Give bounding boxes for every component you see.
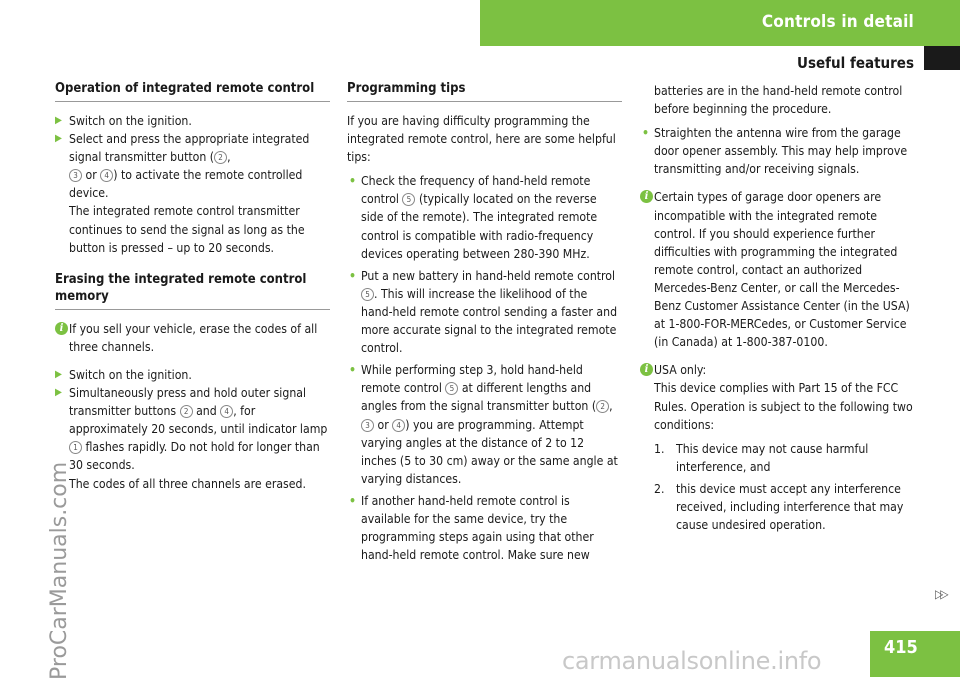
column-3: [640, 82, 916, 538]
callout-number-icon: 3: [361, 419, 374, 432]
bullet-icon: •: [349, 493, 357, 508]
callout-number-icon: 2: [596, 400, 609, 413]
step-item: ▶ Switch on the ignition.: [55, 366, 330, 384]
callout-number-icon: 2: [214, 151, 227, 164]
step-item: ▶ Select and press the appropriate integrated signal transmitter button ( 2 , 3 or 4 ) to activate the remote controlled device. The integrated remote control transmitter continues to send the signal as long as the button is pressed – up to 20 seconds.: [55, 132, 310, 255]
tip-item: • Check the frequency of hand-held remote control 5 (typically located on the reverse side of the remote). The integrated remote control is compatible with radio-frequency devices operating between 280-390 MHz.: [349, 174, 598, 261]
list-item: 1. This device may not cause harmful interference, and: [654, 441, 869, 474]
heading-operation: Operation of integrated remote control: [55, 80, 330, 102]
continued-text: batteries are in the hand-held remote control before beginning the procedure.: [654, 84, 903, 117]
header-tab-marker: [924, 46, 960, 70]
callout-number-icon: 3: [69, 169, 82, 182]
page-number: 415: [884, 637, 918, 658]
step-item: ▶ Simultaneously press and hold outer signal transmitter buttons 2 and 4 , for approximately 20 seconds, until indicator lamp 1 flashes rapidly. Do not hold for longer than 30 seconds. The codes of all three channels are erased.: [55, 386, 328, 491]
subsection-title: Useful features: [797, 54, 914, 72]
info-note: i USA only: This device complies with Part 15 of the FCC Rules. Operation is subject to the following two conditions: 1. This device may not cause harmful interference, and 2. this device must accept any interference received, including interference that may cause undesired operation.: [640, 361, 916, 534]
intro-text: If you are having difficulty programming the integrated remote control, here are some helpful tips:: [347, 114, 616, 165]
info-note: i Certain types of garage door openers are incompatible with the integrated remote control. If you should experience further difficulties with programming the integrated remote control, contact an authorized Mercedes-Benz Center, or call the Mercedes-Benz Customer Assistance Center (in the USA) at 1-800-FOR-MERCedes, or Customer Service (in Canada) at 1-800-387-0100.: [640, 188, 916, 351]
tip-item: • Put a new battery in hand-held remote control 5 . This will increase the likelihood of the hand-held remote control sending a faster and more accurate signal to the integrated remote control.: [349, 268, 618, 356]
heading-erasing: Erasing the integrated remote control memory: [55, 271, 330, 310]
callout-number-icon: 2: [180, 405, 193, 418]
callout-number-icon: 4: [220, 405, 233, 418]
info-note: i If you sell your vehicle, erase the codes of all three channels.: [55, 320, 330, 356]
step-arrow-icon: ▶: [55, 133, 62, 145]
bullet-icon: •: [349, 174, 357, 189]
section-title: Controls in detail: [761, 12, 914, 32]
info-icon: i: [640, 363, 653, 376]
page-number-box: [870, 631, 960, 677]
info-icon: i: [640, 190, 653, 203]
callout-number-icon: 5: [445, 382, 458, 395]
column-2: [347, 80, 622, 568]
callout-number-icon: 4: [392, 419, 405, 432]
column-1: [55, 80, 330, 493]
callout-number-icon: 5: [361, 288, 374, 301]
bottom-watermark: carmanualsonline.info: [562, 647, 822, 675]
callout-number-icon: 4: [100, 169, 113, 182]
step-arrow-icon: ▶: [55, 387, 62, 399]
tip-item: • Straighten the antenna wire from the garage door opener assembly. This may help improve transmitting and/or receiving signals.: [642, 126, 908, 177]
tip-item: • If another hand-held remote control is available for the same device, try the programming steps again using that other hand-held remote control. Make sure new: [349, 493, 594, 563]
bullet-icon: •: [349, 268, 357, 283]
step-arrow-icon: ▶: [55, 368, 62, 380]
tip-item: • While performing step 3, hold hand-held remote control 5 at different lengths and angles from the signal transmitter button ( 2 , 3 or 4 ) you are programming. Attempt varying angles at the distance of 2 to 12 inches (5 to 30 cm) away or the same angle at varying distances.: [349, 363, 618, 486]
step-item: ▶ Switch on the ignition.: [55, 112, 330, 130]
callout-number-icon: 1: [69, 441, 82, 454]
side-watermark: ProCarManuals.com: [47, 461, 72, 680]
bullet-icon: •: [349, 363, 357, 378]
callout-number-icon: 5: [402, 193, 415, 206]
info-icon: i: [55, 322, 68, 335]
heading-programming-tips: Programming tips: [347, 80, 622, 102]
step-arrow-icon: ▶: [55, 115, 62, 126]
continue-arrows-icon: ▷▷: [935, 587, 946, 601]
list-item: 2. this device must accept any interference received, including interference that may cause undesired operation.: [654, 481, 904, 533]
bullet-icon: •: [642, 126, 650, 141]
